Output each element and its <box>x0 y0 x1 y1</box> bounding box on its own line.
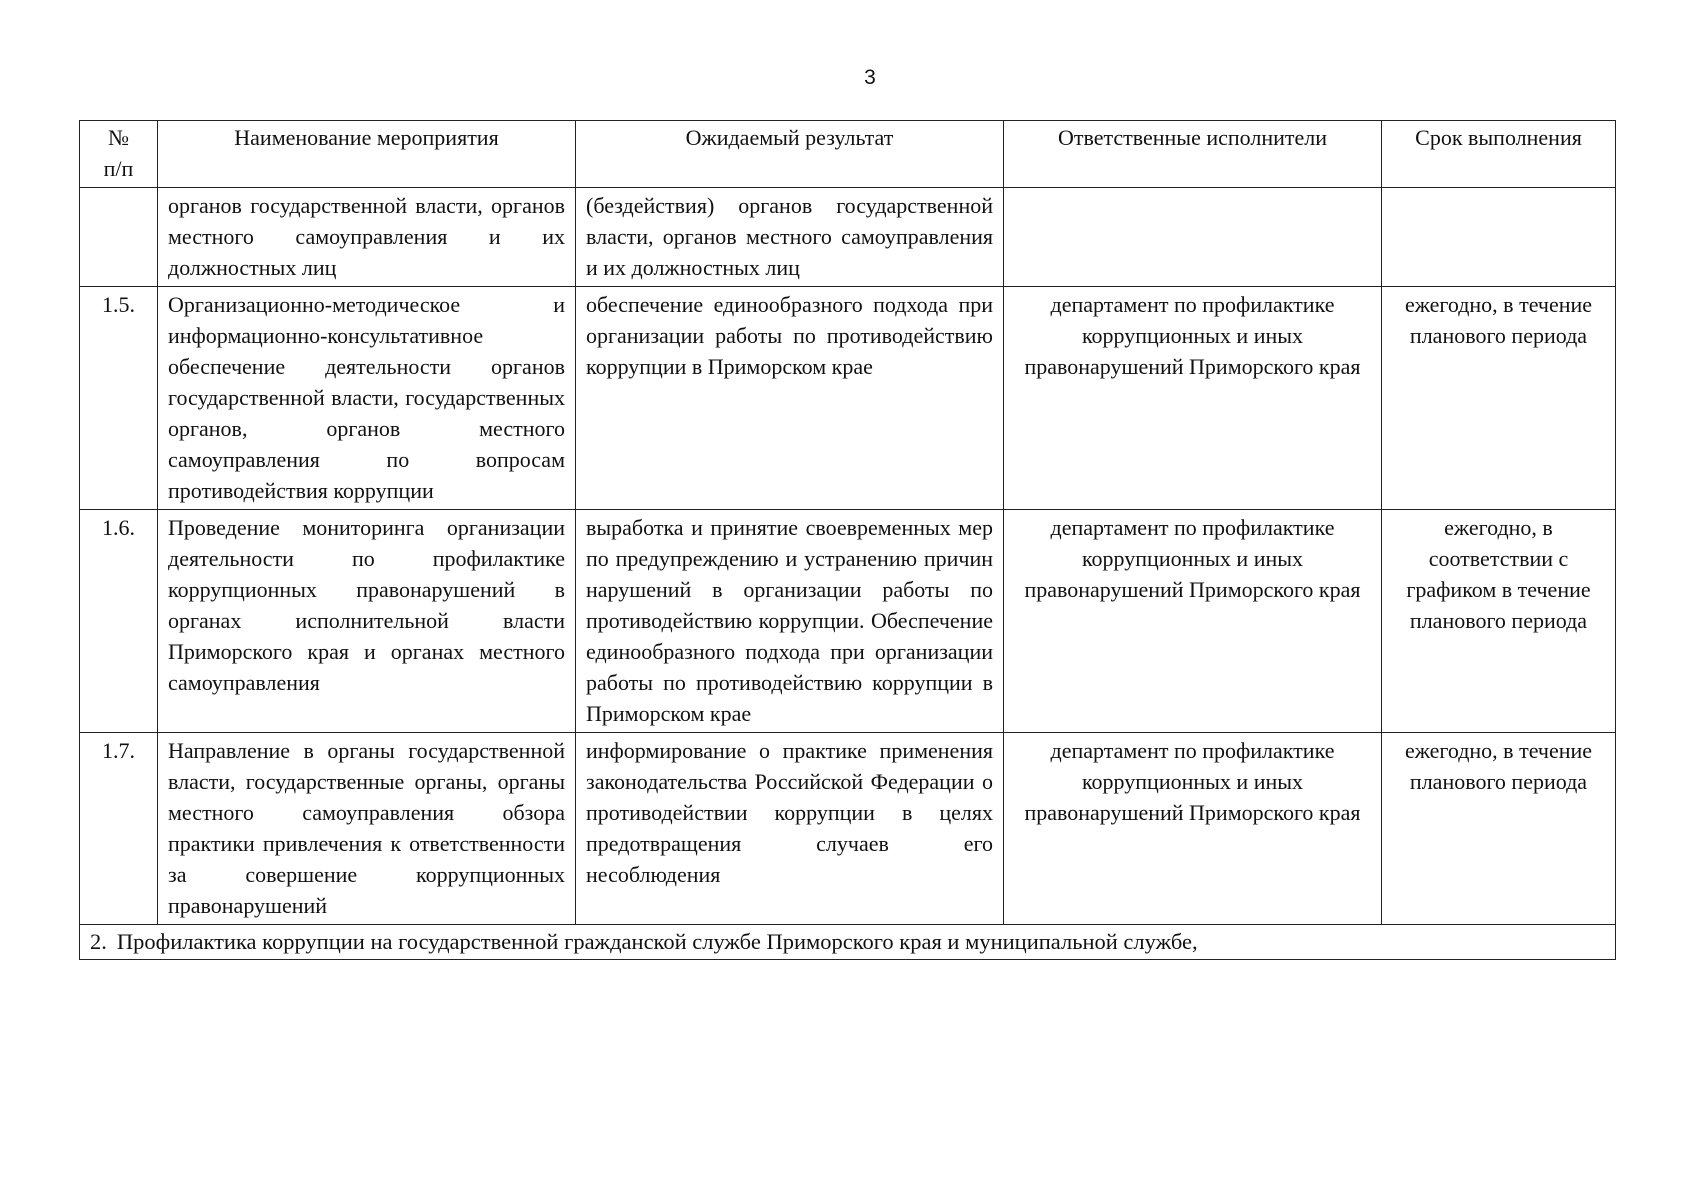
header-expected-result: Ожидаемый результат <box>576 121 1004 188</box>
deadline-cell: ежегодно, в течение планового периода <box>1382 287 1616 510</box>
expected-result-cell: информирование о практике применения законодательства Российской Федерации о противодействии коррупции в целях предотвращения случаев его несоблюдения <box>576 733 1004 925</box>
activity-name-cell: органов государственной власти, органов местного самоуправления и их должностных лиц <box>158 188 576 287</box>
header-activity-name: Наименование мероприятия <box>158 121 576 188</box>
table-header-row <box>80 121 1616 188</box>
deadline-cell: ежегодно, в соответствии с графиком в течение планового периода <box>1382 510 1616 733</box>
table-row <box>80 188 1616 287</box>
deadline-cell: ежегодно, в течение планового периода <box>1382 733 1616 925</box>
table-row <box>80 287 1616 510</box>
executors-cell <box>1004 188 1382 287</box>
header-number: № п/п <box>80 121 158 188</box>
section-title: Профилактика коррупции на государственной гражданской службе Приморского края и муниципальной службе, <box>116 929 1198 954</box>
executors-cell: департамент по профилактике коррупционных и иных правонарушений Приморского края <box>1004 510 1382 733</box>
table-row <box>80 510 1616 733</box>
activity-name-cell: Проведение мониторинга организации деятельности по профилактике коррупционных правонарушений в органах исполнительной власти Приморского края и органах местного самоуправления <box>158 510 576 733</box>
header-deadline: Срок выполнения <box>1382 121 1616 188</box>
header-executors: Ответственные исполнители <box>1004 121 1382 188</box>
row-number: 1.6. <box>80 510 158 733</box>
section-heading-row <box>80 925 1616 960</box>
activities-table <box>79 120 1616 960</box>
row-number: 1.7. <box>80 733 158 925</box>
expected-result-cell: обеспечение единообразного подхода при организации работы по противодействию коррупции в Приморском крае <box>576 287 1004 510</box>
section-heading <box>80 925 1616 960</box>
table-row <box>80 733 1616 925</box>
deadline-cell <box>1382 188 1616 287</box>
row-number: 1.5. <box>80 287 158 510</box>
row-number <box>80 188 158 287</box>
executors-cell: департамент по профилактике коррупционных и иных правонарушений Приморского края <box>1004 733 1382 925</box>
activity-name-cell: Направление в органы государственной власти, государственные органы, органы местного самоуправления обзора практики привлечения к ответственности за совершение коррупционных правонарушений <box>158 733 576 925</box>
executors-cell: департамент по профилактике коррупционных и иных правонарушений Приморского края <box>1004 287 1382 510</box>
expected-result-cell: (бездействия) органов государственной власти, органов местного самоуправления и их должностных лиц <box>576 188 1004 287</box>
activity-name-cell: Организационно-методическое и информационно-консультативное обеспечение деятельности органов государственной власти, государственных органов, органов местного самоуправления по вопросам противодействия коррупции <box>158 287 576 510</box>
section-number: 2. <box>90 929 107 954</box>
expected-result-cell: выработка и принятие своевременных мер по предупреждению и устранению причин нарушений в организации работы по противодействию коррупции. Обеспечение единообразного подхода при организации работы по противодействию коррупции в Приморском крае <box>576 510 1004 733</box>
page-number: 3 <box>864 66 876 89</box>
